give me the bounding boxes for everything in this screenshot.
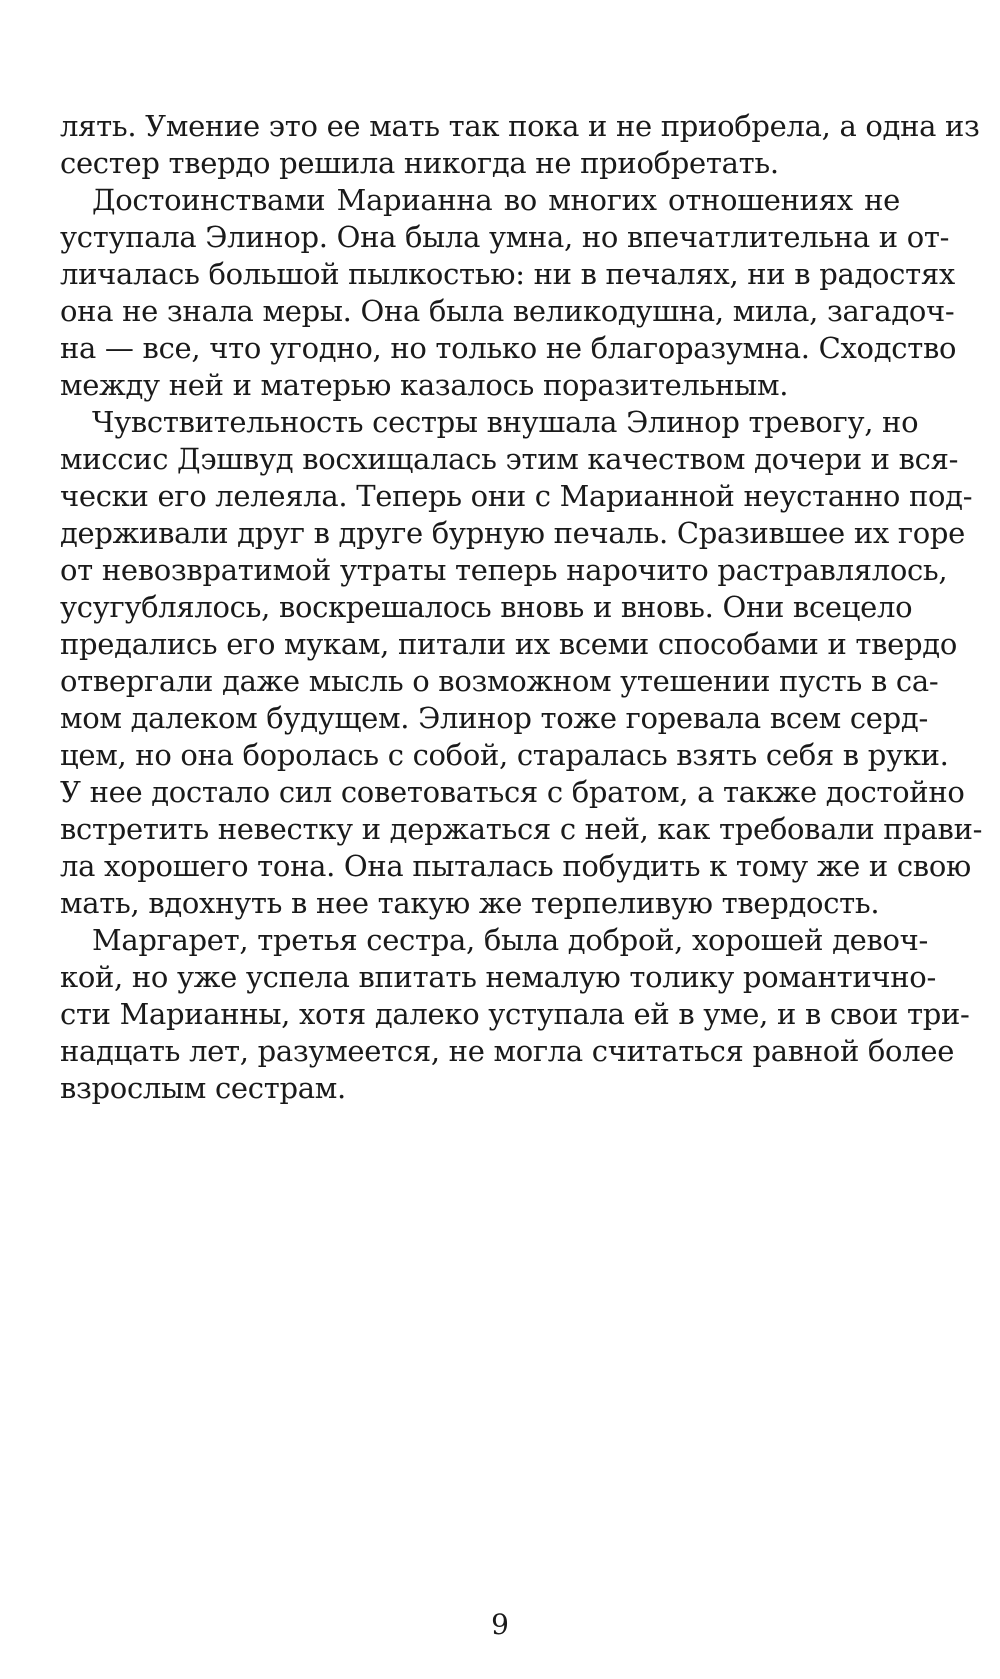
text-line: цем, но она боролась с собой, старалась взять себя в руки. xyxy=(60,738,949,772)
text-line: ла хорошего тона. Она пыталась побудить к тому же и свою xyxy=(60,849,971,883)
text-line: чески его лелеяла. Теперь они с Марианной неустанно под- xyxy=(60,479,973,513)
text-line: на — все, что угодно, но только не благоразумна. Сходство xyxy=(60,331,957,365)
text-line: Достоинствами Марианна во многих отношениях не xyxy=(92,183,900,217)
text-line: она не знала меры. Она была великодушна, мила, загадоч- xyxy=(60,294,955,328)
text-line: взрослым сестрам. xyxy=(60,1071,346,1105)
text-line: отвергали даже мысль о возможном утешении пусть в са- xyxy=(60,664,939,698)
text-line: сестер твердо решила никогда не приобретать. xyxy=(60,146,779,180)
text-line: уступала Элинор. Она была умна, но впечатлительна и от- xyxy=(60,220,950,254)
text-line: встретить невестку и держаться с ней, как требовали прави- xyxy=(60,812,983,846)
page-body-text xyxy=(60,108,983,1107)
page-number: 9 xyxy=(491,1608,509,1641)
text-line: между ней и матерью казалось поразительным. xyxy=(60,368,789,402)
text-line: предались его мукам, питали их всеми способами и твердо xyxy=(60,627,958,661)
text-line: усугублялось, воскрешалось вновь и вновь. Они всецело xyxy=(60,590,913,624)
text-line: Чувствительность сестры внушала Элинор тревогу, но xyxy=(92,405,919,439)
text-line: мать, вдохнуть в нее такую же терпеливую твердость. xyxy=(60,886,880,920)
text-line: от невозвратимой утраты теперь нарочито растравлялось, xyxy=(60,553,948,587)
text-line: миссис Дэшвуд восхищалась этим качеством дочери и вся- xyxy=(60,442,959,476)
text-line: У нее достало сил советоваться с братом, а также достойно xyxy=(60,775,965,809)
text-line: надцать лет, разумеется, не могла считаться равной более xyxy=(60,1034,955,1068)
text-line: лять. Умение это ее мать так пока и не приобрела, а одна из xyxy=(60,109,980,143)
text-line: мом далеком будущем. Элинор тоже горевала всем серд- xyxy=(60,701,928,735)
text-line: сти Марианны, хотя далеко уступала ей в уме, и в свои три- xyxy=(60,997,970,1031)
text-line: Маргарет, третья сестра, была доброй, хорошей девоч- xyxy=(92,923,929,957)
text-line: личалась большой пылкостью: ни в печалях, ни в радостях xyxy=(60,257,955,291)
text-line: кой, но уже успела впитать немалую толику романтично- xyxy=(60,960,936,994)
text-line: держивали друг в друге бурную печаль. Сразившее их горе xyxy=(60,516,966,550)
